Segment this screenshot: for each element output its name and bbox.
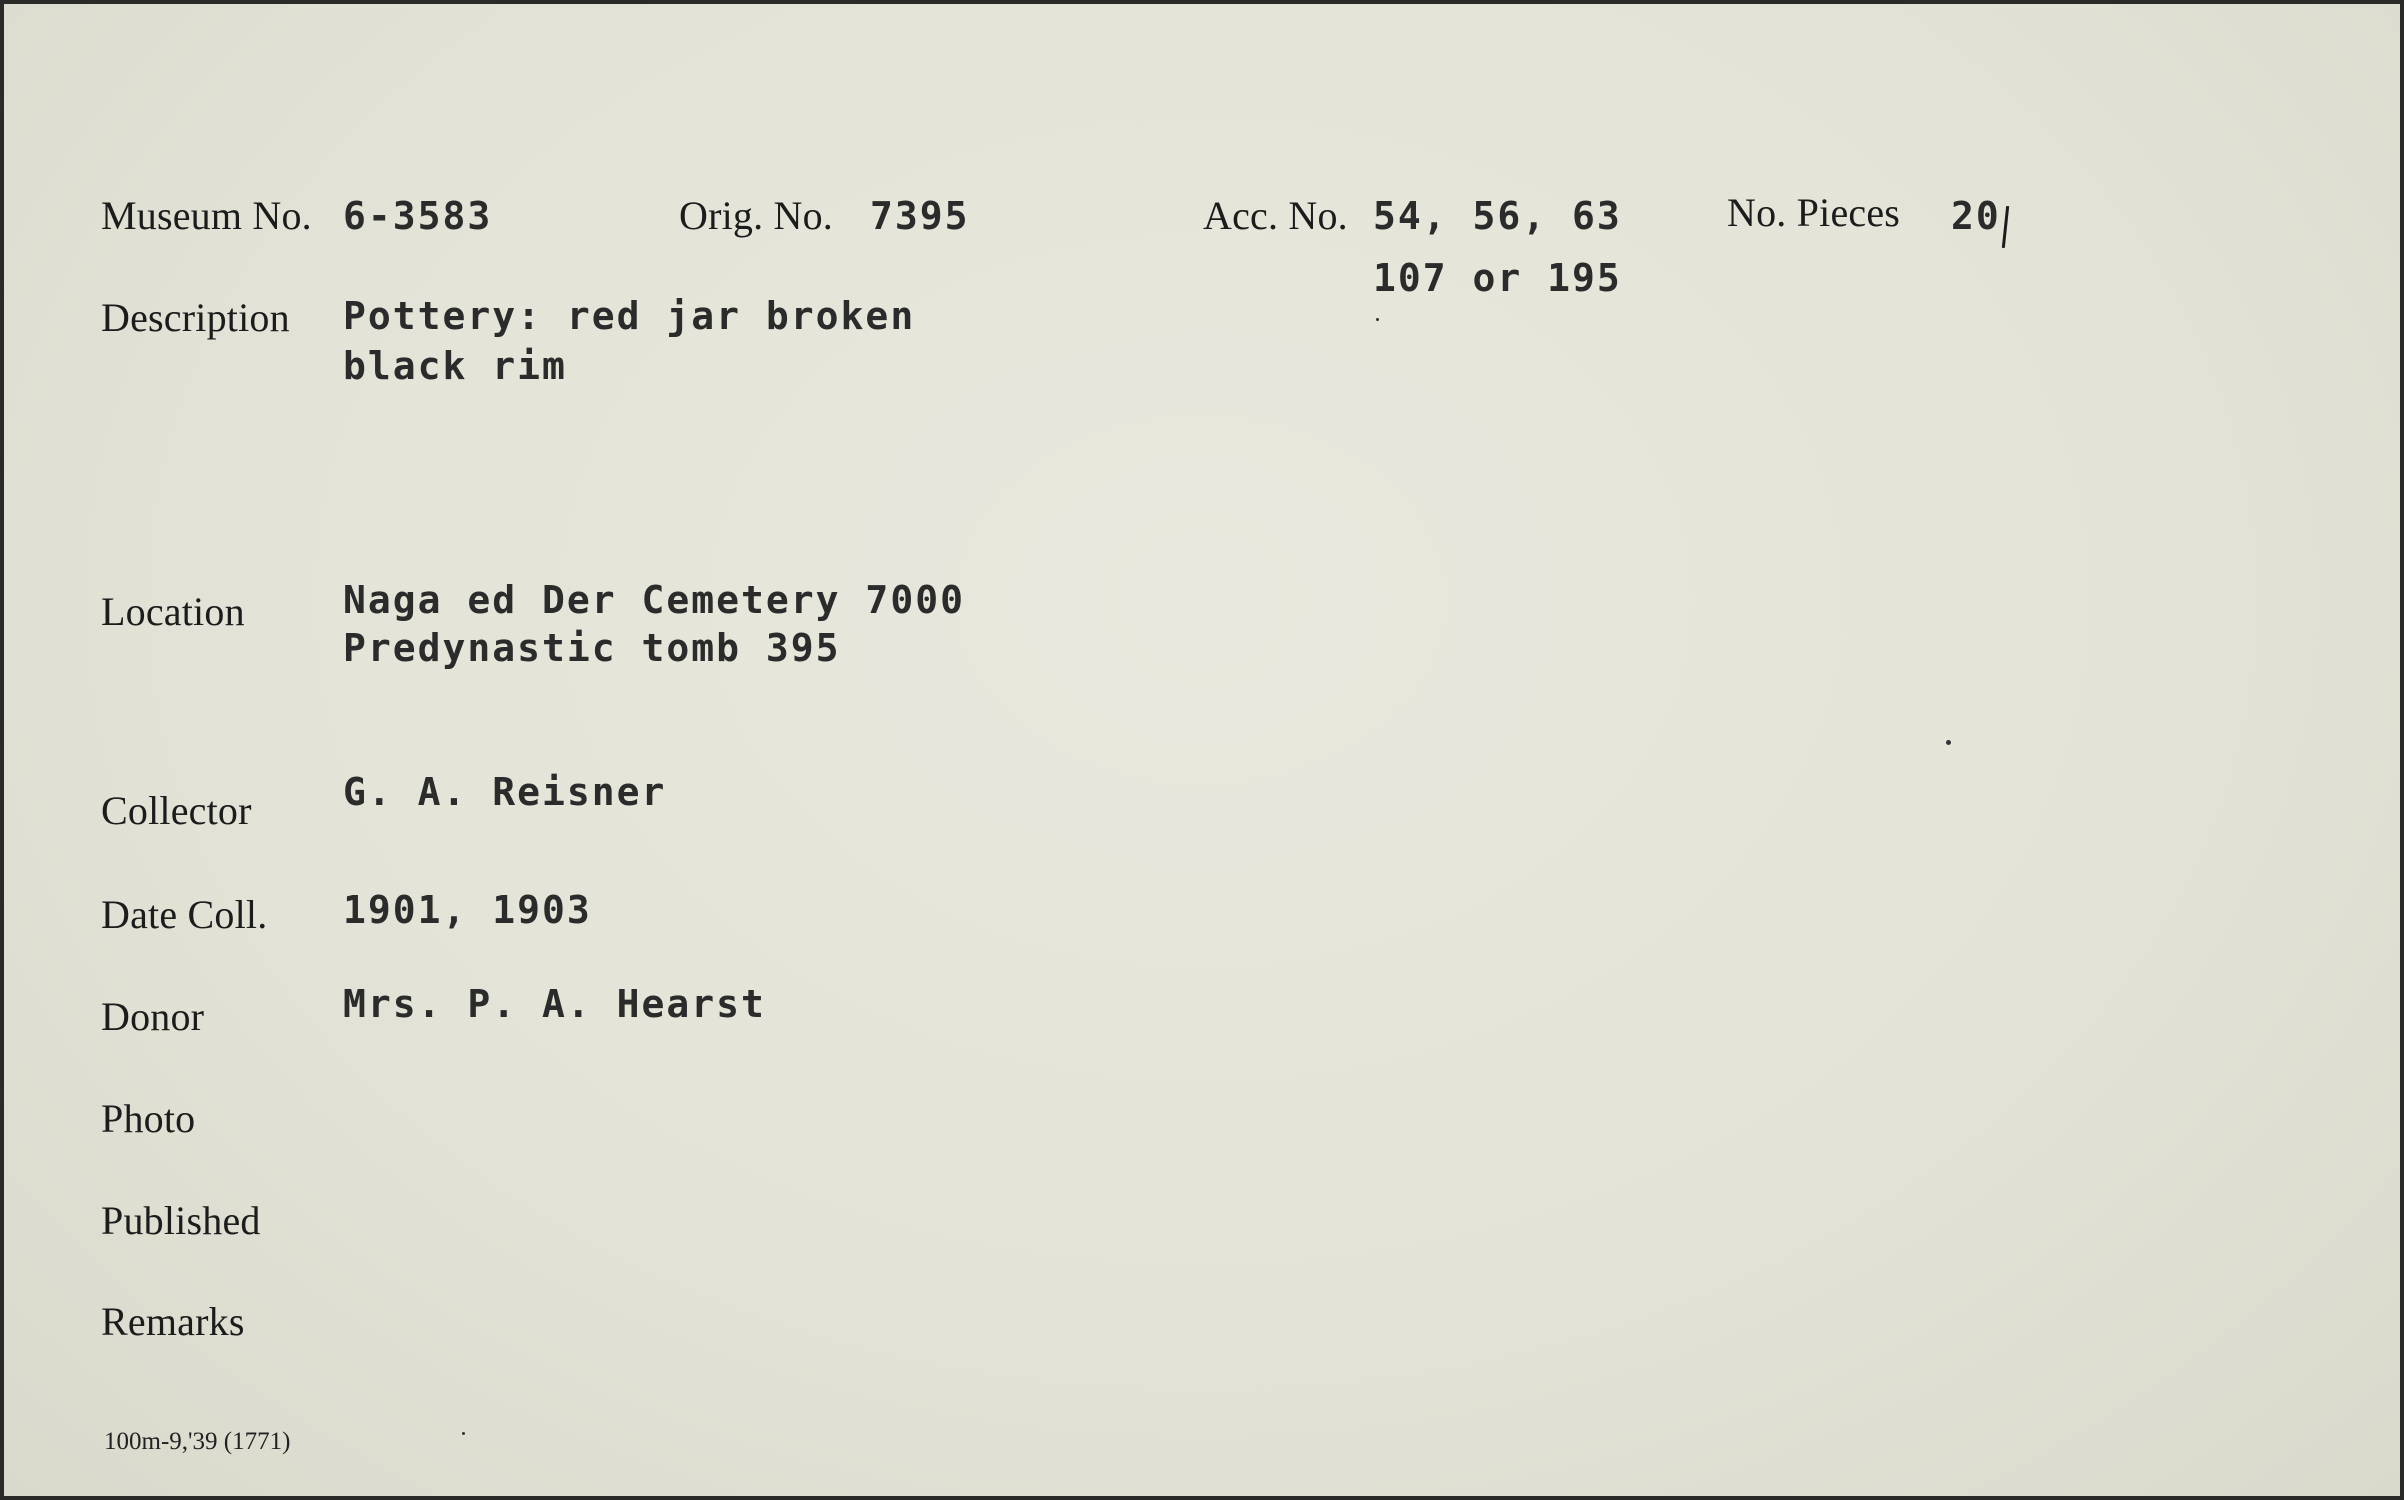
paper-speck xyxy=(1376,318,1379,321)
paper-speck xyxy=(462,1432,465,1435)
description-line2: black rim xyxy=(343,344,567,388)
acc-no-value-line2: 107 or 195 xyxy=(1373,256,1622,300)
collector-value: G. A. Reisner xyxy=(343,770,667,814)
location-line2: Predynastic tomb 395 xyxy=(343,626,841,670)
no-pieces-value: 20 xyxy=(1951,194,2001,238)
acc-no-value-line1: 54, 56, 63 xyxy=(1373,194,1622,238)
published-label: Published xyxy=(101,1198,261,1243)
museum-no-label: Museum No. xyxy=(101,193,312,238)
date-coll-label: Date Coll. xyxy=(101,892,268,937)
museum-no-value: 6-3583 xyxy=(343,194,493,238)
orig-no-value: 7395 xyxy=(870,194,970,238)
description-label: Description xyxy=(101,295,290,340)
description-line1: Pottery: red jar broken xyxy=(343,294,916,338)
paper-speck xyxy=(1946,740,1951,745)
orig-no-label: Orig. No. xyxy=(679,193,834,238)
location-line1: Naga ed Der Cemetery 7000 xyxy=(343,578,965,622)
location-label: Location xyxy=(101,589,245,634)
collector-label: Collector xyxy=(101,788,252,833)
photo-label: Photo xyxy=(101,1096,196,1141)
date-coll-value: 1901, 1903 xyxy=(343,888,592,932)
remarks-label: Remarks xyxy=(101,1299,245,1344)
form-print-code: 100m-9,'39 (1771) xyxy=(104,1428,291,1455)
no-pieces-label: No. Pieces xyxy=(1727,190,1901,235)
donor-value: Mrs. P. A. Hearst xyxy=(343,982,766,1026)
handwritten-plus-mark xyxy=(2002,206,2009,248)
acc-no-label: Acc. No. xyxy=(1203,193,1348,238)
donor-label: Donor xyxy=(101,994,205,1039)
